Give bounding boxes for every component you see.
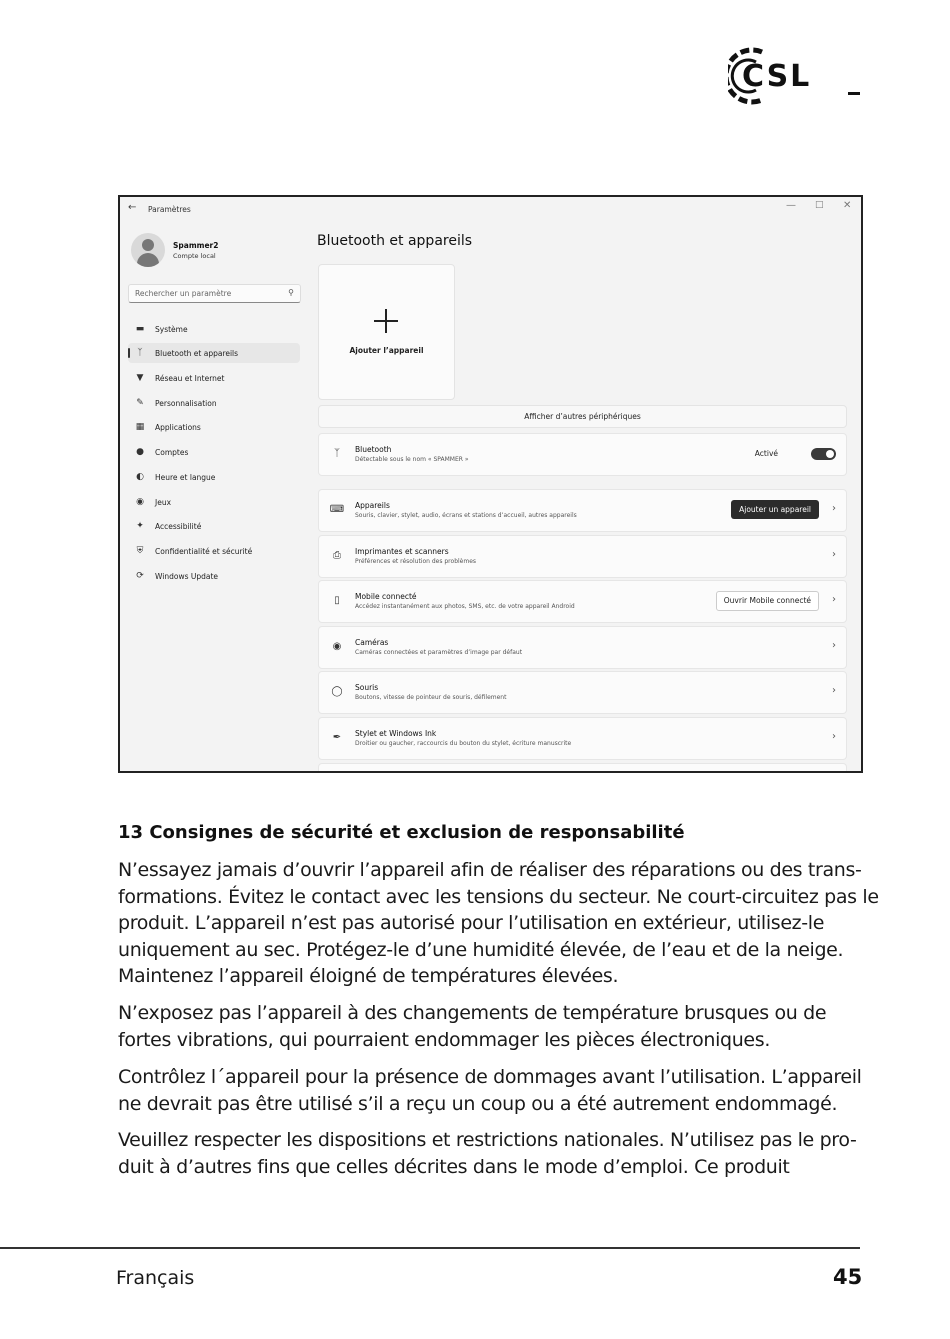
footer-language: Français — [116, 1267, 195, 1289]
sidebar-item-accounts[interactable] — [128, 442, 300, 462]
avatar[interactable] — [131, 233, 165, 267]
page-number: 45 — [833, 1265, 863, 1289]
gamepad-icon: ◉ — [136, 497, 144, 507]
sidebar-item-label: Personnalisation — [155, 399, 217, 408]
sidebar-item-label: Accessibilité — [155, 522, 202, 531]
sidebar-item-bluetooth[interactable] — [128, 343, 300, 363]
plus-icon — [371, 306, 401, 336]
apps-icon: ▦ — [135, 422, 145, 432]
card-subtitle: Souris, clavier, stylet, audio, écrans et stations d’accueil, autres appareils — [355, 512, 577, 519]
sidebar-item-label: Réseau et Internet — [155, 374, 225, 383]
csl-logo — [728, 42, 863, 110]
card-title: Imprimantes et scanners — [355, 547, 449, 556]
printer-icon: ⎙ — [333, 550, 341, 561]
page-title: Bluetooth et appareils — [317, 233, 473, 249]
sidebar-item-label: Heure et langue — [155, 473, 216, 482]
sidebar-item-label: Confidentialité et sécurité — [155, 547, 253, 556]
paragraph-2 — [118, 1000, 868, 1053]
sidebar-item-time-language[interactable] — [128, 467, 300, 487]
sidebar-item-personalization[interactable] — [128, 393, 300, 413]
shield-icon: ⛨ — [136, 546, 144, 556]
back-arrow-icon[interactable]: ← — [128, 202, 137, 213]
next-card-partial[interactable] — [318, 763, 847, 773]
sidebar-item-label: Jeux — [155, 498, 172, 507]
accessibility-icon: ✦ — [136, 521, 144, 531]
chevron-right-icon: › — [832, 640, 836, 651]
text-line: Maintenez l’appareil éloigné de températures élevées. — [118, 965, 619, 987]
text-line: Contrôlez l´appareil pour la présence de dommages avant l’utilisation. L’appareil — [118, 1066, 862, 1088]
card-subtitle: Caméras connectées et paramètres d’image par défaut — [355, 649, 523, 656]
selection-indicator — [128, 348, 130, 358]
search-icon: ⚲ — [288, 288, 294, 297]
add-device-tile[interactable] — [318, 264, 455, 400]
pen-icon: ✒ — [332, 732, 342, 743]
printers-card[interactable] — [318, 535, 847, 578]
maximize-icon[interactable]: □ — [815, 200, 824, 210]
text-line: produit. L’appareil n’est pas autorisé pour l’utilisation en extérieur, utilisez-le — [118, 912, 825, 934]
sidebar-item-label: Système — [155, 325, 188, 334]
settings-screenshot — [118, 195, 863, 773]
close-icon[interactable]: ✕ — [843, 200, 852, 211]
wifi-icon: ▼ — [136, 373, 144, 383]
bluetooth-icon: ᛉ — [137, 348, 143, 358]
card-subtitle: Détectable sous le nom « SPAMMER » — [355, 456, 469, 463]
bluetooth-card — [318, 433, 847, 476]
devices-icon: ⌨ — [329, 504, 345, 515]
text-line: Veuillez respecter les dispositions et restrictions nationales. N’utilisez pas le pro- — [118, 1129, 857, 1151]
section-heading: 13 Consignes de sécurité et exclusion de responsabilité — [118, 822, 685, 843]
chevron-right-icon: › — [832, 731, 836, 742]
sidebar-item-label: Bluetooth et appareils — [155, 349, 239, 358]
chevron-right-icon: › — [832, 685, 836, 696]
paragraph-3 — [118, 1064, 868, 1117]
add-device-button[interactable]: Ajouter un appareil — [731, 500, 819, 519]
card-title: Appareils — [355, 501, 390, 510]
show-more-devices-button[interactable] — [318, 405, 847, 428]
card-title: Stylet et Windows Ink — [355, 729, 437, 738]
text-line: ne devrait pas être utilisé s’il a reçu un coup ou a été autrement endommagé. — [118, 1092, 838, 1115]
text-line: N’exposez pas l’appareil à des changements de température brusques ou de — [118, 1002, 827, 1024]
sidebar-item-privacy[interactable] — [128, 541, 300, 561]
mouse-card[interactable] — [318, 671, 847, 714]
camera-icon: ◉ — [332, 641, 342, 652]
show-more-devices-label: Afficher d’autres périphériques — [524, 412, 641, 421]
chevron-right-icon: › — [832, 594, 836, 605]
sidebar-item-network[interactable] — [128, 368, 300, 388]
globe-clock-icon: ◐ — [136, 472, 144, 482]
text-line: uniquement au sec. Protégez-le d’une humidité élevée, de l’eau et de la neige. — [118, 938, 844, 961]
paragraph-4 — [118, 1127, 868, 1180]
phone-link-card[interactable] — [318, 580, 847, 623]
bluetooth-state-label: Activé — [754, 449, 778, 458]
sidebar-item-apps[interactable] — [128, 417, 300, 437]
sidebar-item-windows-update[interactable] — [128, 566, 300, 586]
sidebar-item-label: Applications — [155, 423, 201, 432]
cameras-card[interactable] — [318, 626, 847, 669]
card-title: Mobile connecté — [355, 592, 417, 601]
text-line: formations. Évitez le contact avec les tensions du secteur. Ne court-circuitez pas le — [118, 885, 879, 908]
add-device-label: Ajouter l’appareil — [349, 346, 424, 355]
card-title: Souris — [355, 683, 379, 692]
sidebar-item-gaming[interactable] — [128, 492, 300, 512]
footer-divider — [0, 1247, 860, 1249]
open-phone-link-button[interactable]: Ouvrir Mobile connecté — [716, 591, 819, 611]
sidebar-item-accessibility[interactable] — [128, 516, 300, 536]
sidebar-item-label: Windows Update — [155, 572, 219, 581]
svg-text:CSL: CSL — [742, 59, 812, 94]
title-bar — [120, 197, 861, 221]
text-line: N’essayez jamais d’ouvrir l’appareil afin de réaliser des réparations ou des trans- — [118, 859, 862, 881]
text-line: fortes vibrations, qui pourraient endommager les pièces électroniques. — [118, 1028, 771, 1051]
search-placeholder: Rechercher un paramètre — [135, 289, 232, 298]
brush-icon: ✎ — [136, 398, 144, 408]
card-subtitle: Préférences et résolution des problèmes — [355, 558, 477, 565]
pen-card[interactable] — [318, 717, 847, 760]
devices-card[interactable] — [318, 489, 847, 532]
phone-icon: ▯ — [334, 595, 340, 606]
window-title: Paramètres — [148, 205, 191, 214]
text-line: duit à d’autres fins que celles décrites dans le mode d’emploi. Ce produit — [118, 1155, 790, 1178]
bluetooth-toggle[interactable] — [811, 448, 836, 460]
account-type: Compte local — [173, 252, 216, 260]
chevron-right-icon: › — [832, 549, 836, 560]
person-icon: ● — [136, 447, 144, 457]
monitor-icon: ▬ — [135, 324, 145, 334]
card-title: Bluetooth — [355, 445, 392, 454]
search-input[interactable] — [128, 284, 301, 303]
sidebar-item-label: Comptes — [155, 448, 189, 457]
user-name: Spammer2 — [173, 241, 219, 250]
card-subtitle: Accédez instantanément aux photos, SMS, etc. de votre appareil Android — [355, 603, 575, 610]
update-icon: ⟳ — [136, 571, 144, 581]
card-subtitle: Droitier ou gaucher, raccourcis du bouton du stylet, écriture manuscrite — [355, 740, 572, 747]
minimize-icon[interactable]: — — [786, 200, 796, 211]
card-title: Caméras — [355, 638, 389, 647]
sidebar-item-system[interactable] — [128, 319, 300, 339]
chevron-right-icon: › — [832, 503, 836, 514]
paragraph-1 — [118, 857, 879, 990]
bluetooth-icon: ᛉ — [334, 448, 340, 459]
mouse-icon: ◯ — [331, 686, 343, 697]
card-subtitle: Boutons, vitesse de pointeur de souris, défilement — [355, 694, 507, 701]
